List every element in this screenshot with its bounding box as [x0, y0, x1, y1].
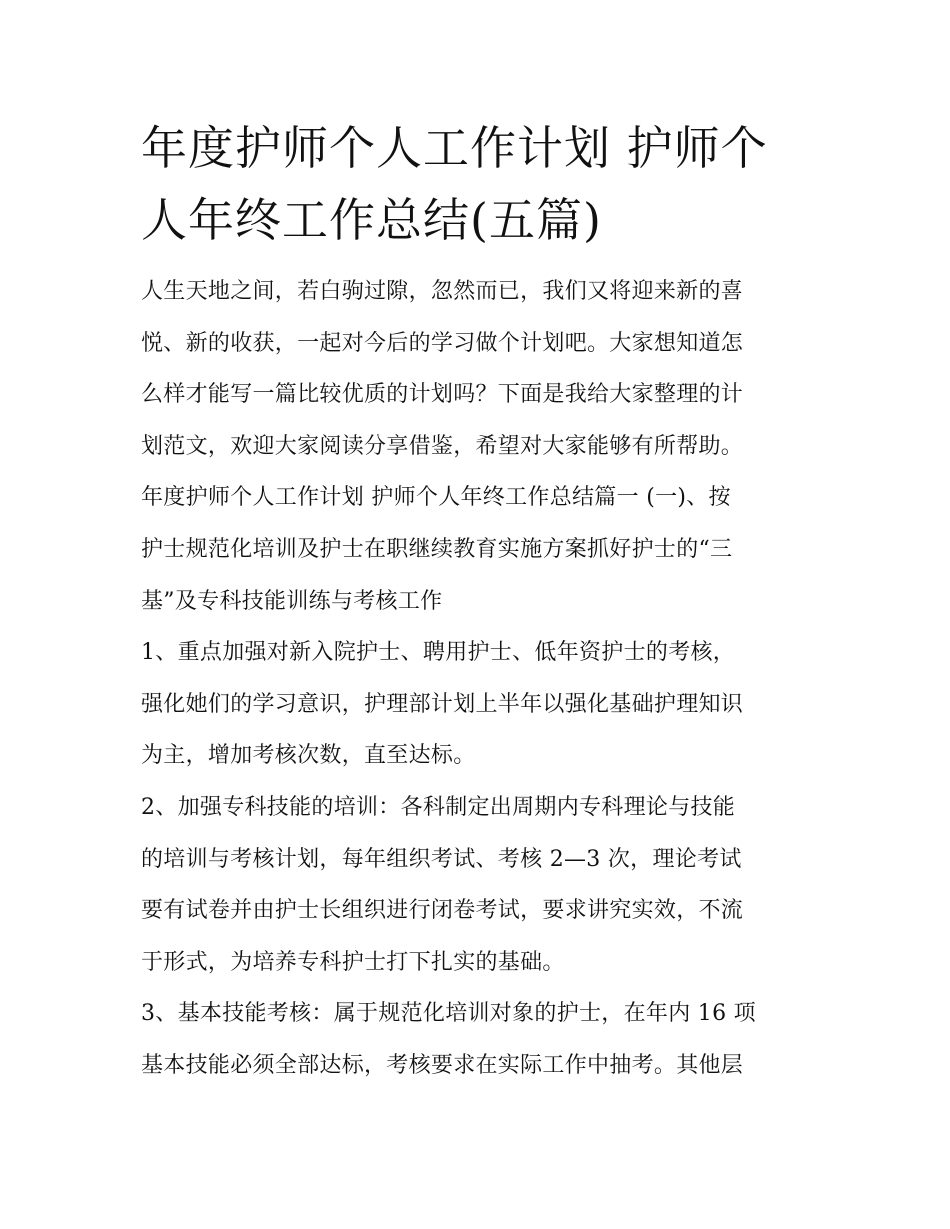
item-1-paragraph: 1、重点加强对新入院护士、聘用护士、低年资护士的考核， 强化她们的学习意识，护理部计划上半年以强化基础护理知识 为主，增加考核次数，直至达标。 [141, 640, 744, 769]
intro-paragraph: 人生天地之间，若白驹过隙，忽然而已，我们又将迎来新的喜 悦、新的收获，一起对今后的学习做个计划吧。大家想知道怎 么样才能写一篇比较优质的计划吗？下面是我给大家整理的计 划范文，欢迎大家阅读分享借鉴，希望对大家能够有所帮助。 [141, 279, 744, 459]
document-body [141, 112, 813, 1092]
section-heading-paragraph: 年度护师个人工作计划 护师个人年终工作总结篇一 (一)、按 护士规范化培训及护士在职继续教育实施方案抓好护士的“三 基”及专科技能训练与考核工作 [141, 485, 733, 614]
document-title: 年度护师个人工作计划 护师个 人年终工作总结(五篇) [141, 121, 768, 247]
item-3-paragraph: 3、基本技能考核：属于规范化培训对象的护士，在年内 16 项 基本技能必须全部达标，考核要求在实际工作中抽考。其他层 [141, 1001, 756, 1078]
item-2-paragraph: 2、加强专科技能的培训：各科制定出周期内专科理论与技能 的培训与考核计划，每年组织考试、考核 2—3 次，理论考试 要有试卷并由护士长组织进行闭卷考试，要求讲究实效，不流 于形式，为培养专科护士打下扎实的基础。 [141, 794, 744, 975]
